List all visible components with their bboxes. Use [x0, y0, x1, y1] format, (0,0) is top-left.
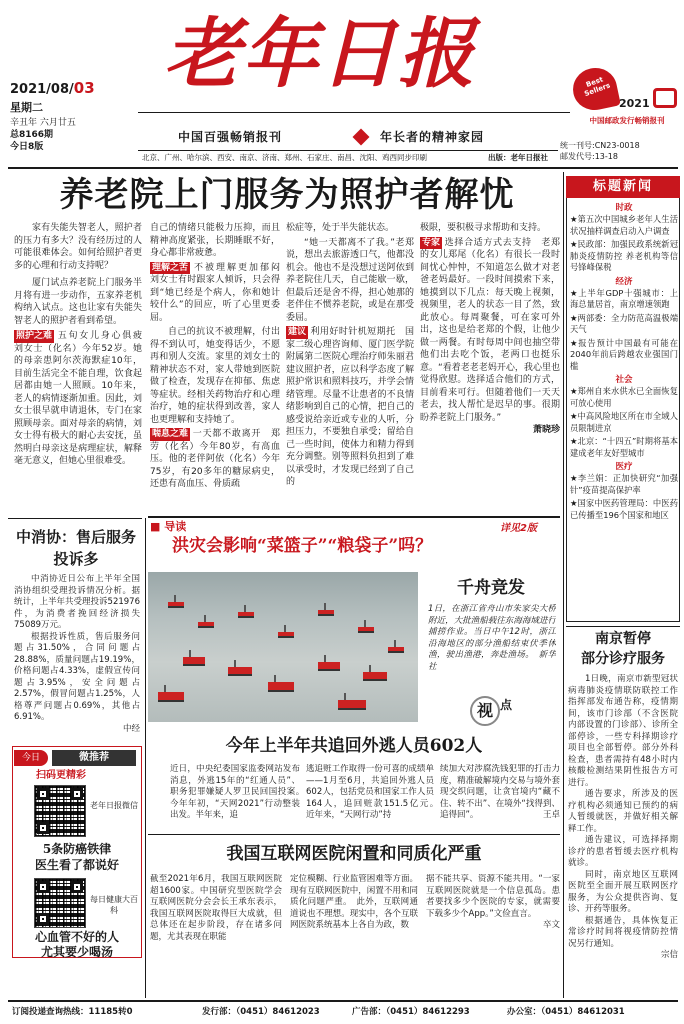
nanjing-paragraph-1: 1日晚，南京市新型冠状病毒肺炎疫情联防联控工作指挥部发布通告称，疫情期间，该市门诊部（不含医院内部设置的门诊部）、诊所全部停诊，一些专科择期诊疗项目也全部暂停。部分外科检查，患者需持有48小时内核酸检测结果阴性报告方可进行。 — [568, 674, 678, 788]
cn-number: 统一刊号:CN23-0018 — [560, 141, 640, 150]
photo-point-label: 点 — [500, 698, 513, 712]
fugitives-col-3-text: 续加大对涉腐洗钱犯罪的打击力度，精准破解境内交易与境外套现交织问题，让贪官境内“藏不住、转不出”、在境外“找得到、追得回”。 — [440, 764, 560, 820]
complaints-paragraph-2: 根据投诉性质，售后服务问题占31.50%，合同问题占28.88%，质量问题占19.19%，价格问题占4.33%，虚假宣传问题占3.95%，安全问题占2.57%，假冒问题占1.25%，人格尊严问题占0.69%，其他占6.91%。 — [14, 631, 140, 722]
hospital-col-1: 截至2021年6月，我国互联网医院超1600家。中国研究型医院学会互联网医院分会会长王承东表示，我国互联网医院取得巨大成就，但总体还在起步阶段，存在诸多问题，尤其表现在职能 — [150, 874, 282, 942]
brief-item[interactable]: ★中高风险地区所在市全域人员限制进京 — [570, 411, 678, 433]
brief-item[interactable]: ★两部委：全力防范高温极端天气 — [570, 312, 678, 334]
hospital-col-3-text: 据不能共享、资源不能共用。“一家互联网医院就是一个信息孤岛。患者要找多少个医院的专家，就需要下载多少个App。”文俭直言。 — [426, 874, 560, 919]
fugitives-col-1: 近日，中央纪委国家监委网站发布消息，外逃15年的“红通人员”、职务犯罪嫌疑人罗卫民回国投案。 今年年初，“天网2021”行动整装出发。半年来，追 — [170, 764, 300, 820]
complaints-byline: 中经 — [122, 723, 140, 734]
complaints-body — [14, 574, 140, 734]
brief-item[interactable]: ★李兰娟：正加快研究“加强针”疫苗提高保护率 — [570, 473, 678, 495]
lead-paragraph-6: 一天都不敢离开 郑劳（化名）今年80岁，有高血压。他的老伴阿依（化名）今年75岁，有20多年的糖尿病史，还患有高血压、骨质疏 — [150, 429, 280, 489]
publisher: 出版：老年日报社 — [488, 153, 548, 162]
masthead-title: 老年日报 — [164, 9, 476, 98]
lead-intro: 家有失能失智老人，照护者的压力有多大？没有经历过的人可能很难体会。如何给照护者更多的心理和行动支持呢？ — [14, 223, 142, 271]
brief-item[interactable]: ★北京：“十四五”时期将基本建成老年友好型城市 — [570, 436, 678, 458]
guide-label-text: 导读 — [164, 520, 187, 533]
wechat-line-3: 心血管不好的人 — [34, 930, 119, 944]
nanjing-paragraph-4: 同时，南京地区互联网医院至全面开展互联网医疗服务，为公众提供咨询、复诊、开药等服务。 — [568, 869, 678, 914]
lunar-date: 辛丑年 六月廿五 — [10, 118, 76, 128]
footer-subscribe: 订阅投递查询热线：11185转0 — [12, 1007, 133, 1017]
brief-item[interactable]: ★上半年GDP十强城市：上海总量居首，南京增速领跑 — [570, 287, 678, 309]
diamond-icon — [353, 129, 370, 146]
nanjing-body — [568, 674, 678, 996]
brief-section-title: 社会 — [615, 375, 633, 385]
lead-column-3 — [286, 222, 414, 512]
nanjing-byline: 宗信 — [660, 950, 678, 960]
weekday: 星期二 — [10, 101, 43, 114]
wechat-line-1: 5条防癌铁律 — [42, 842, 112, 856]
date-day: 03 — [73, 79, 95, 97]
print-cities: 北京、广州、哈尔滨、西安、南京、济南、郑州、石家庄、南昌、沈阳、鸡西同步印刷 — [142, 153, 427, 162]
badge-caption: 中国邮政发行畅销报刊 — [589, 116, 665, 125]
brief-header: 标题新闻 — [566, 176, 680, 198]
lead-byline: 萧晓珍 — [532, 425, 560, 435]
brief-item[interactable]: ★第五次中国城乡老年人生活状况抽样调查启动入户调查 — [570, 214, 678, 236]
wechat-scan-text: 扫码更精彩 — [36, 770, 86, 781]
tag-caregiving-difficulty: 照护之难 — [16, 331, 53, 341]
footer-distribution: 发行部：（0451）84612023 — [202, 1007, 320, 1017]
guide-see-page[interactable]: 详见2版 — [500, 523, 537, 534]
lead-paragraph-9: 利用好时针机短期托 国家二级心理咨询师、厦门医学院附属第二医院心理治疗师朱丽君建议照护者，应以科学态度了解照护常识和照料技巧，并学会情绪管理。尽量不让患者的不良情绪影响到自己的心情，把自己的感受说给亲近或专业的人听，分担压力，不要独自承受；留给自己一些时间，使体力和精力得到充分调整。别等照料负担到了难以承受时，才发现已经到了自己的 — [286, 327, 414, 487]
date-block — [10, 80, 130, 153]
best-seller-badge — [573, 68, 681, 134]
complaints-headline: 中消协：售后服务投诉多 — [15, 528, 136, 568]
lead-column-1 — [14, 222, 142, 512]
lead-paragraph-3: 自己的情绪只能极力压抑，而且精神高度紧张，长期睡眠不好，身心都非常疲惫。 — [150, 223, 280, 258]
lead-column-2 — [150, 222, 280, 512]
wechat-title: 微推荐 — [52, 750, 136, 766]
footer-ads: 广告部：（0451）84612293 — [352, 1007, 470, 1017]
lead-paragraph-11: 选择合适方式去支持 老郑的女儿郑尾（化名）有很长一段时间忧心忡忡，不知道怎么做才对老爸老妈最好。一段时间摸索下来，她摸到以下几点：每天晚上视频，视频里，老人的状态一目了然，致此放心。每周聚餐，可在家可外出，这也是给老郑的个假，让他少做一两餐。有时每周中间也抽空带他们出去吃个饭，老两口也挺乐意。“看着老老老妈开心，我心里也觉得欣慰。选择适合他们的方式，目前看来可行。但随着他们一天天老去，找人帮忙是迟早的事。很期盼养老院上门服务。” — [420, 237, 560, 423]
issue-number: 总8166期 — [10, 130, 54, 140]
post-logo-icon — [653, 88, 677, 108]
fugitives-col-2: 逃追赃工作取得一份可喜的成绩单——1月至6月，共追回外逃人员602人，包括党员和国家工作人员164人，追回赃款151.5亿元。 近年来，“天网行动”持 — [306, 764, 434, 820]
hospital-col-2: 定位模糊、行业监管困难等方面。现有互联网医院中，闲置不用和同质化问题严重。 此外，互联网通道说也不理想。现实中，各个互联网医院系统基本上各自为政，数 — [290, 874, 418, 930]
tag-respite: 喘息之难 — [152, 429, 189, 439]
brief-section-title: 时政 — [615, 203, 633, 213]
lead-headline: 养老院上门服务为照护者解忧 — [59, 175, 515, 215]
lead-paragraph-7: 松症等，处于半失能状态。 — [286, 223, 395, 233]
lead-paragraph-2: 五旬女儿身心俱疲 刘女士（化名）今年52岁。她的母亲患阿尔茨海默症10年，目前生活完全不能自理，饮食起居都由她一人照顾。10年来，老人的病情逐渐加重。因此，刘女士很早就申请退休，专门在家照顾母亲。面对母亲的病情，刘女士得有极大的耐心去安抚，虽然明白母亲这是病理症状，解释毫无意义，但她心里很难受。 — [14, 331, 142, 466]
wechat-qr-label: 老年日报微信 — [90, 801, 138, 810]
health-qr-label: 每日健康大百科 — [90, 895, 138, 915]
brief-item[interactable]: ★报告预计中国最有可能在2040年前后跨越农业强国门槛 — [570, 337, 678, 371]
nanjing-paragraph-3: 通告建议，可选择择期诊疗的患者暂缓去医疗机构就诊。 — [568, 835, 678, 868]
hospital-byline: 卒文 — [542, 920, 560, 930]
brief-section-title: 医疗 — [615, 462, 633, 472]
photo-caption: 1日，在浙江省舟山市朱家尖大桥附近，大批渔船载往东海海域进行捕捞作业。当日中午12时，浙江沿海地区的部分渔船结束伏季休渔，驶出渔港，奔赴渔场。 新华社 — [428, 604, 556, 672]
footer-office: 办公室：（0451）84612031 — [507, 1007, 625, 1017]
brief-item[interactable]: ★郑州自来水供水已全面恢复可放心使用 — [570, 386, 678, 408]
hospital-col-3 — [426, 874, 560, 996]
lead-paragraph-10: 极限，要积极寻求帮助和支持。 — [420, 223, 547, 233]
nanjing-paragraph-2: 通告要求，所涉及的医疗机构必须通知已预约的病人暂缓就医，并做好相关解释工作。 — [568, 789, 678, 834]
fishing-boats-photo — [148, 572, 418, 722]
brief-section-title: 经济 — [615, 276, 633, 287]
fugitives-col-3 — [440, 764, 560, 828]
health-qr-code[interactable] — [34, 878, 86, 928]
guide-label: ■ 导读 — [150, 520, 187, 533]
slogan-left: 中国百强畅销报刊 — [178, 130, 283, 144]
brief-item[interactable]: ★民政部：加强民政系统新冠肺炎疫情防控 养老机构等信号锋峰保税 — [570, 239, 678, 272]
wechat-line-4: 尤其要少喝汤 — [40, 945, 113, 959]
nanjing-paragraph-5: 根据通告，具体恢复正常诊疗时间将视疫情防控情况另行通知。 — [568, 915, 678, 949]
wechat-qr-code[interactable] — [34, 785, 86, 837]
tag-understanding: 理解之苦 — [152, 262, 189, 273]
nanjing-headline-1: 南京暂停 — [595, 631, 651, 647]
lead-paragraph-5: 自己的抗议不被理解，付出得不到认可，她变得话少，不愿再和别人交流。家里的刘女士的精神状态不对，家人带她到医院做了检查，发现存在抑郁、焦虑等症状。经相关药物治疗和心理治疗，她的症状得到改善，家人也更理解和支持她了。 — [150, 327, 280, 425]
page-count: 今日8版 — [10, 142, 44, 152]
badge-best-text: Best Sellers — [583, 75, 612, 99]
footer — [12, 1005, 682, 1019]
tag-expert: 专家 — [422, 237, 441, 248]
guide-headline[interactable]: 洪灾会影响“菜篮子”“粮袋子”吗？ — [172, 536, 433, 556]
lead-paragraph-8: “她一天都离不了我。”老郑说，想出去旅游透口气，他都没机会。他也不是没想过送阿依到养老院住几天，自己能歇一歇，但最后还是舍不得，担心她那的老伴住不惯养老院，或是在那受委屈。 — [286, 237, 414, 323]
nanjing-headline-2: 部分诊疗服务 — [581, 651, 665, 667]
slogan-right: 年长者的精神家园 — [380, 130, 485, 144]
tag-suggestion: 建议 — [288, 327, 307, 337]
complaints-paragraph-1: 中消协近日公布上半年全国消协组织受理投诉情况分析。据统计，上半年共受理投诉521976件，为消费者挽回经济损失75089万元。 — [14, 574, 140, 630]
badge-year: 2021 — [619, 97, 650, 110]
brief-item[interactable]: ★国家中医药管理局：中医药已传播至196个国家和地区 — [570, 498, 678, 520]
lead-column-4 — [420, 222, 560, 512]
date-prefix: 2021/08/ — [10, 82, 74, 97]
lead-paragraph-1: 厦门试点养老院上门服务半月将有进一步动作，五家养老机构纳入试点。这也让家有失能失智老人的照护者看到希望。 — [14, 278, 142, 326]
hospital-headline: 我国互联网医院闲置和同质化严重 — [226, 844, 482, 864]
brief-list — [570, 200, 678, 618]
fugitives-byline: 王卓 — [542, 810, 560, 820]
photo-title: 千舟竞发 — [457, 578, 525, 598]
fugitives-headline: 今年上半年共追回外逃人员602人 — [225, 736, 483, 756]
post-code: 邮发代号:13-18 — [560, 152, 618, 161]
lead-paragraph-4: 不被理解更加郁闷 刘女士有时跟家人倾诉，只会得到“她已经是个病人，你和她计较什么”的回应，听了心里更委屈。 — [150, 262, 280, 323]
wechat-line-2: 医生看了都说好 — [34, 858, 119, 872]
wechat-tag: 今日 — [14, 750, 48, 766]
photo-view-label: 视 — [470, 696, 500, 726]
